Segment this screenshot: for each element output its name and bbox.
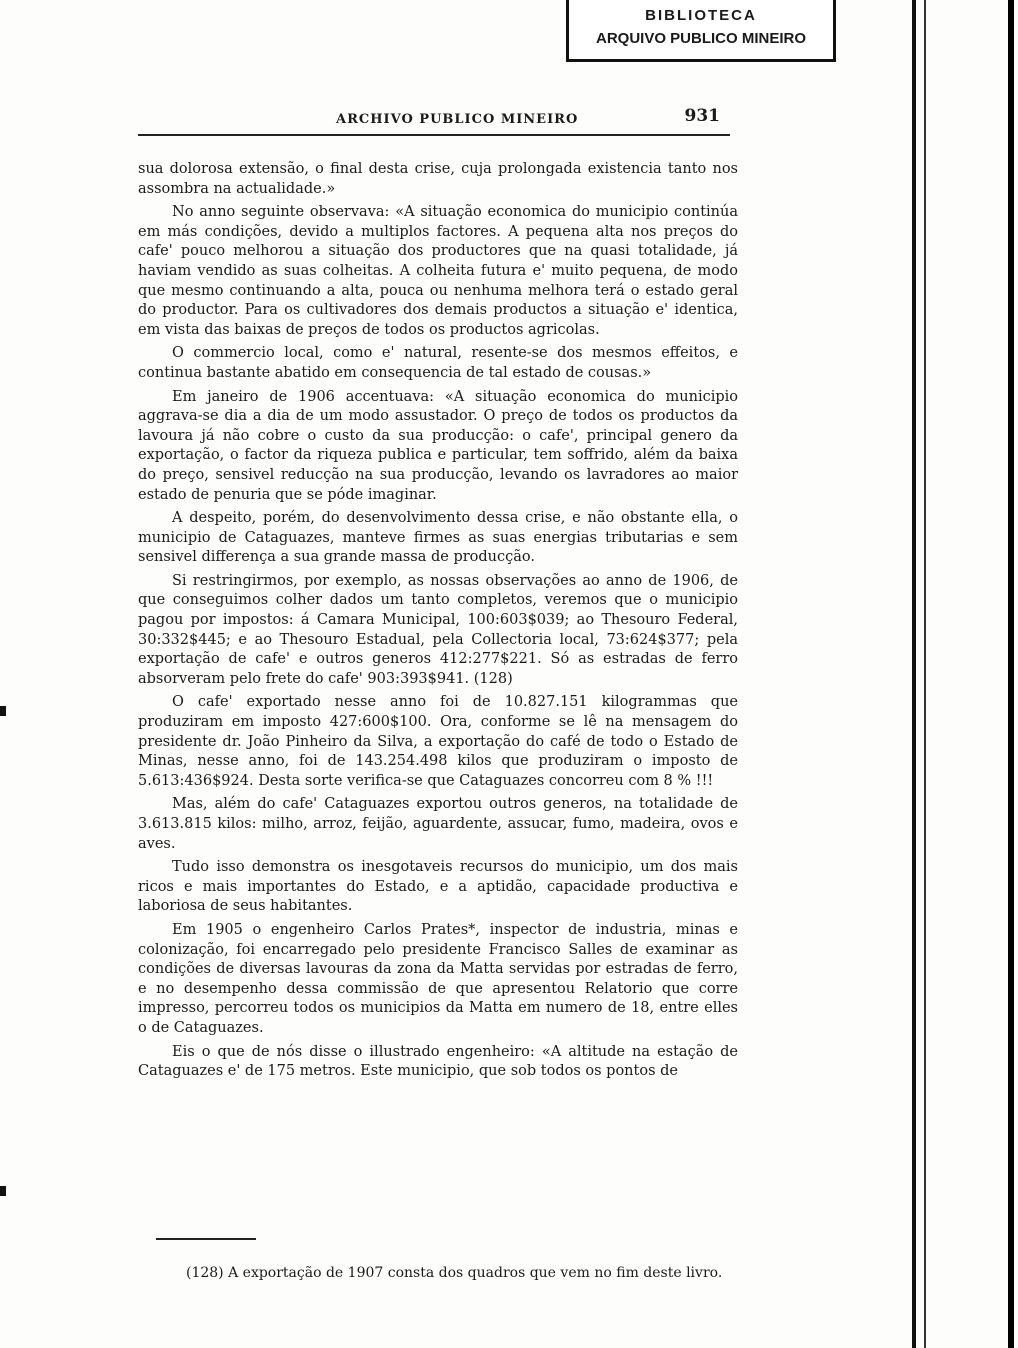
stamp-line-1: BIBLIOTECA [645, 7, 757, 24]
binding-edge-line [912, 0, 916, 1348]
paragraph: Si restringirmos, por exemplo, as nossas observações ao anno de 1906, de que conseguimos colher dados um tanto completos, veremos que o municipio pagou por impostos: á Camara Municipal, 100:603$039; ao Thesouro Federal, 30:332$445; e ao Thesouro Estadual, pela Collectoria local, 73:624$377; pela exportação de cafe' e outros generos 412:277$221. Só as estradas de ferro absorveram pelo frete do cafe' 903:393$941. (128) [138, 572, 738, 687]
header-rule [138, 134, 730, 136]
page-header [138, 106, 728, 134]
paragraph: sua dolorosa extensão, o final desta crise, cuja prolongada existencia tanto nos assombra na actualidade.» [138, 161, 738, 197]
margin-mark [0, 706, 6, 716]
library-stamp [566, 0, 836, 62]
margin-mark [0, 1186, 6, 1196]
paragraph: Tudo isso demonstra os inesgotaveis recursos do municipio, um dos mais ricos e mais importantes do Estado, e a aptidão, capacidade productiva e laboriosa de seus habitantes. [138, 859, 738, 915]
paragraph: Em janeiro de 1906 accentuava: «A situação economica do municipio aggrava-se dia a dia de um modo assustador. O preço de todos os productos da lavoura já não cobre o custo da sua producção: o cafe', principal genero da exportação, o factor da riqueza publica e particular, tem soffrido, além da baixa do preço, sensivel reducção na sua producção, levando os lavradores ao maior estado de penuria que se póde imaginar. [138, 388, 738, 503]
footnote-rule [156, 1238, 256, 1240]
footnote: (128) A exportação de 1907 consta dos quadros que vem no fim deste livro. [186, 1265, 723, 1281]
paragraph: Eis o que de nós disse o illustrado engenheiro: «A altitude na estação de Cataguazes e' de 175 metros. Este municipio, que sob todos os pontos de [138, 1043, 738, 1080]
paragraph: A despeito, porém, do desenvolvimento dessa crise, e não obstante ella, o municipio de Cataguazes, manteve firmes as suas energias tributarias e sem sensivel differença a sua grande massa de producção. [138, 510, 738, 566]
binding-edge-line [924, 0, 926, 1348]
running-title: ARCHIVO PUBLICO MINEIRO [336, 112, 579, 127]
paragraph: O commercio local, como e' natural, resente-se dos mesmos effeitos, e continua bastante abatido em consequencia de tal estado de cousas.» [138, 345, 738, 381]
paragraph: Em 1905 o engenheiro Carlos Prates*, inspector de industria, minas e colonização, foi encarregado pelo presidente Francisco Salles de examinar as condições de diversas lavouras da zona da Matta servidas por estradas de ferro, e no desempenho dessa commissão de que apresentou Relatorio que corre impresso, percorreu todos os municipios da Matta em numero de 18, entre elles o de Cataguazes. [138, 921, 738, 1036]
page-number: 931 [684, 106, 720, 126]
binding-edge-line [1008, 0, 1014, 1348]
paragraph: No anno seguinte observava: «A situação economica do municipio continúa em más condições, devido a multiplos factores. A pequena alta nos preços do cafe' pouco melhorou a situação dos productores que na quasi totalidade, já haviam vendido as suas colheitas. A colheita futura e' muito pequena, de modo que mesmo continuando a alta, pouca ou nenhuma melhora terá o estado geral do productor. Para os cultivadores dos demais productos a situação e' identica, em vista das baixas de preços de todos os productos agricolas. [138, 204, 738, 338]
stamp-line-2: ARQUIVO PUBLICO MINEIRO [595, 30, 806, 47]
paragraph: O cafe' exportado nesse anno foi de 10.827.151 kilogrammas que produziram em imposto 427:600$100. Ora, conforme se lê na mensagem do presidente dr. João Pinheiro da Silva, a exportação do café de todo o Estado de Minas, nesse anno, foi de 143.254.498 kilos que produziram o imposto de 5.613:436$924. Desta sorte verifica-se que Cataguazes concorreu com 8 % !!! [138, 694, 738, 789]
body-text [138, 160, 738, 1086]
paragraph: Mas, além do cafe' Cataguazes exportou outros generos, na totalidade de 3.613.815 kilos: milho, arroz, feijão, aguardente, assucar, fumo, madeira, ovos e aves. [138, 796, 738, 852]
